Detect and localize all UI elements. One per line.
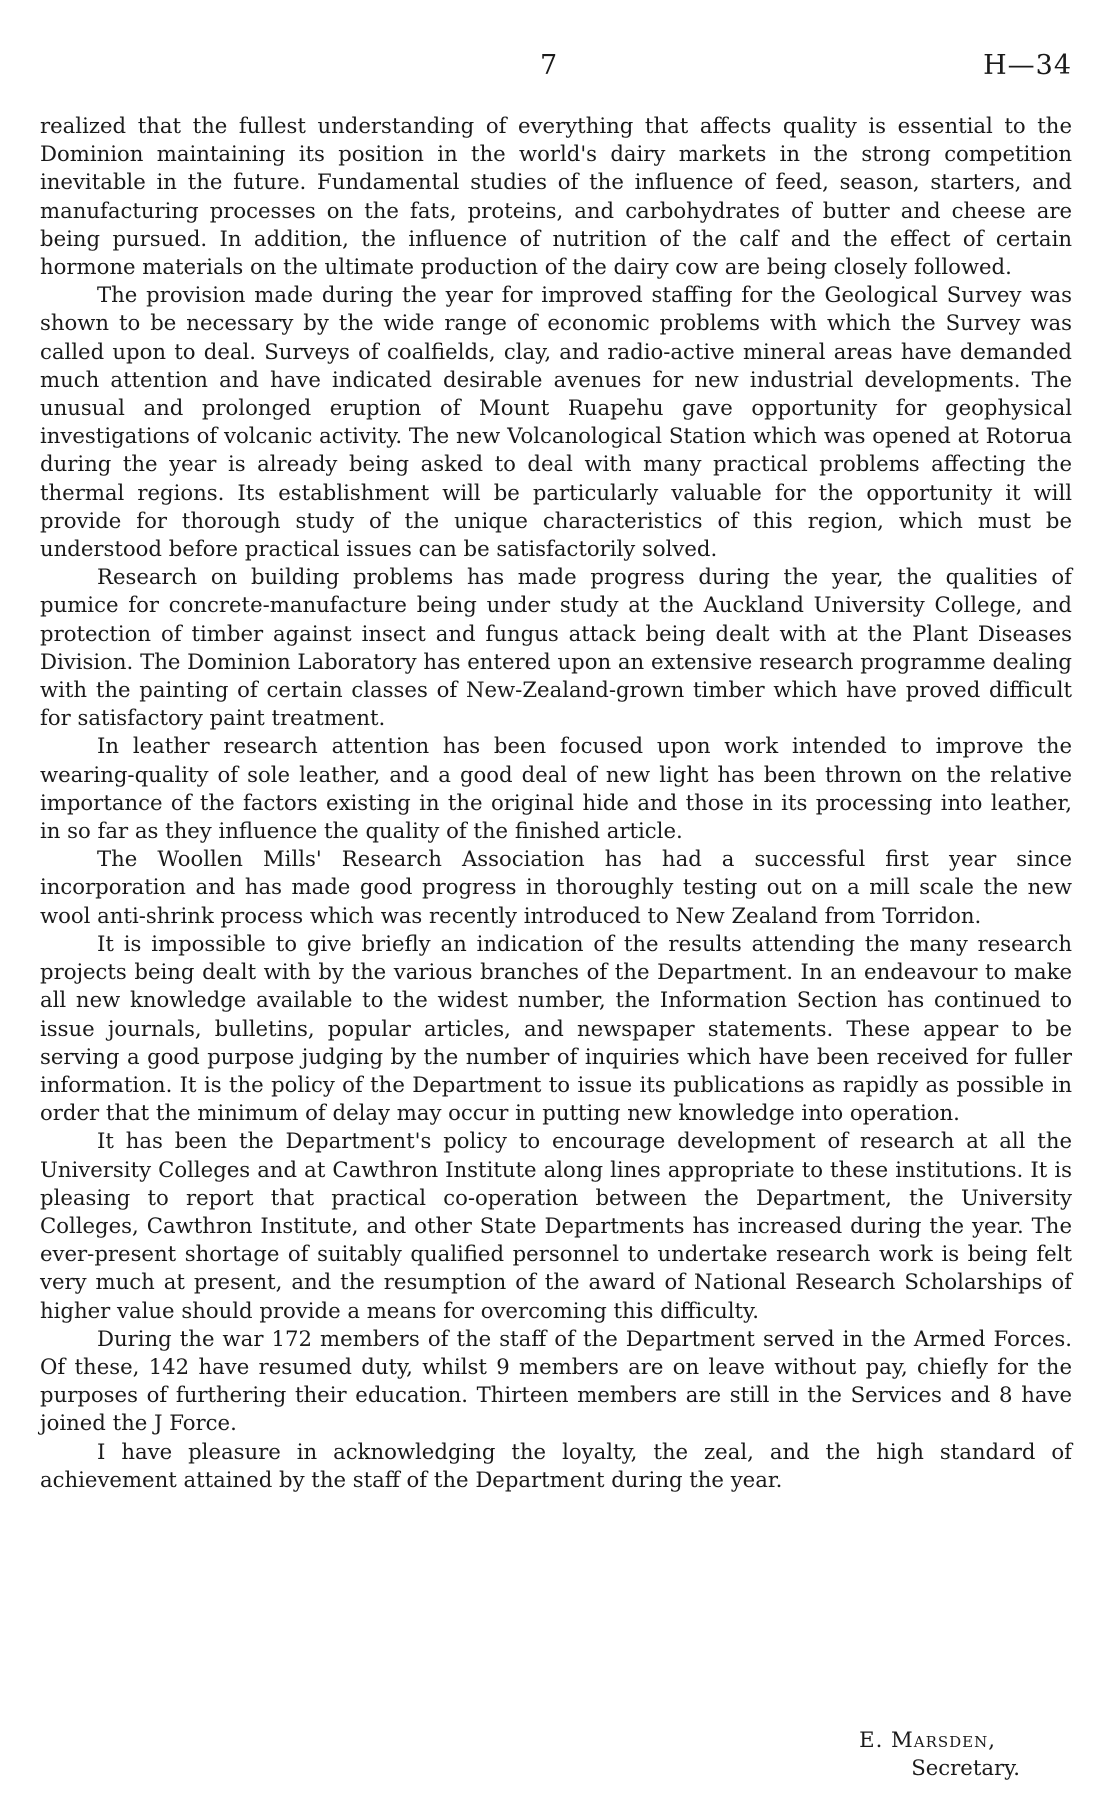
paragraph-staff-war-service: During the war 172 members of the staff of the Department served in the Armed Forces. Of these, 142 have resumed duty, whilst 9 members are on leave without pay, chiefly for the purposes of furthering their education. Thirteen members are still in the Services and 8 have joined the J Force. — [40, 1325, 1072, 1436]
body-text — [40, 112, 1072, 1494]
paragraph-geological-survey: The provision made during the year for improved staffing for the Geological Survey was shown to be necessary by the wide range of economic problems with which the Survey was called upon to deal. Surveys of coalfields, clay, and radio-active mineral areas have demanded much attention and have indicated desirable avenues for new industrial developments. The unusual and prolonged eruption of Mount Ruapehu gave opportunity for geophysical investigations of volcanic activity. The new Volcanological Station which was opened at Rotorua during the year is already being asked to deal with many practical problems affecting the thermal regions. Its establishment will be particularly valuable for the opportunity it will provide for thorough study of the unique characteristics of this region, which must be understood before practical issues can be satisfactorily solved. — [40, 282, 1072, 562]
paragraph-acknowledgement: I have pleasure in acknowledging the loyalty, the zeal, and the high standard of achievement attained by the staff of the Department during the year. — [40, 1438, 1072, 1492]
document-reference: H—34 — [983, 50, 1072, 81]
signatory-title: Secretary. — [911, 1755, 1020, 1781]
paragraph-university-colleges: It has been the Department's policy to encourage development of research at all the University Colleges and at Cawthron Institute along lines appropriate to these institutions. It is pleasing to report that practical co-operation between the Department, the University Colleges, Cawthron Institute, and other State Departments has increased during the year. The ever-present shortage of suitably qualified personnel to undertake research work is being felt very much at present, and the resumption of the award of National Research Scholarships of higher value should provide a means for overcoming this difficulty. — [40, 1128, 1072, 1323]
paragraph-building-research: Research on building problems has made progress during the year, the qualities of pumice for concrete-manufacture being under study at the Auckland University College, and protection of timber against insect and fungus attack being dealt with at the Plant Diseases Division. The Dominion Laboratory has entered upon an extensive research programme dealing with the painting of certain classes of New-Zealand-grown timber which have proved difficult for satisfactory paint treatment. — [40, 564, 1072, 731]
paragraph-leather-research: In leather research attention has been focused upon work intended to improve the wearing-quality of sole leather, and a good deal of new light has been thrown on the relative importance of the factors existing in the original hide and those in its processing into leather, in so far as they influence the quality of the finished article. — [40, 733, 1072, 844]
paragraph-dairy-research: realized that the fullest understanding of everything that affects quality is essential to the Dominion maintaining its position in the world's dairy markets in the strong competition inevitable in the future. Fundamental studies of the influence of feed, season, starters, and manufacturing processes on the fats, proteins, and carbohydrates of butter and cheese are being pursued. In addition, the influence of nutrition of the calf and the effect of certain hormone materials on the ultimate production of the dairy cow are being closely followed. — [40, 113, 1072, 280]
page-number: 7 — [540, 50, 558, 81]
signatory-name: E. Marsden, — [859, 1727, 996, 1752]
paragraph-information-section: It is impossible to give briefly an indication of the results attending the many research projects being dealt with by the various branches of the Department. In an endeavour to make all new knowledge available to the widest number, the Information Section has continued to issue journals, bulletins, popular articles, and newspaper statements. These appear to be serving a good purpose judging by the number of inquiries which have been received for fuller information. It is the policy of the Department to issue its publications as rapidly as possible in order that the minimum of delay may occur in putting new knowledge into operation. — [40, 930, 1072, 1126]
page-header — [0, 50, 1114, 90]
paragraph-woollen-mills: The Woollen Mills' Research Association has had a successful first year since incorporation and has made good progress in thoroughly testing out on a mill scale the new wool anti-shrink process which was recently introduced to New Zealand from Torridon. — [40, 846, 1072, 928]
signature-block — [859, 1726, 1020, 1782]
